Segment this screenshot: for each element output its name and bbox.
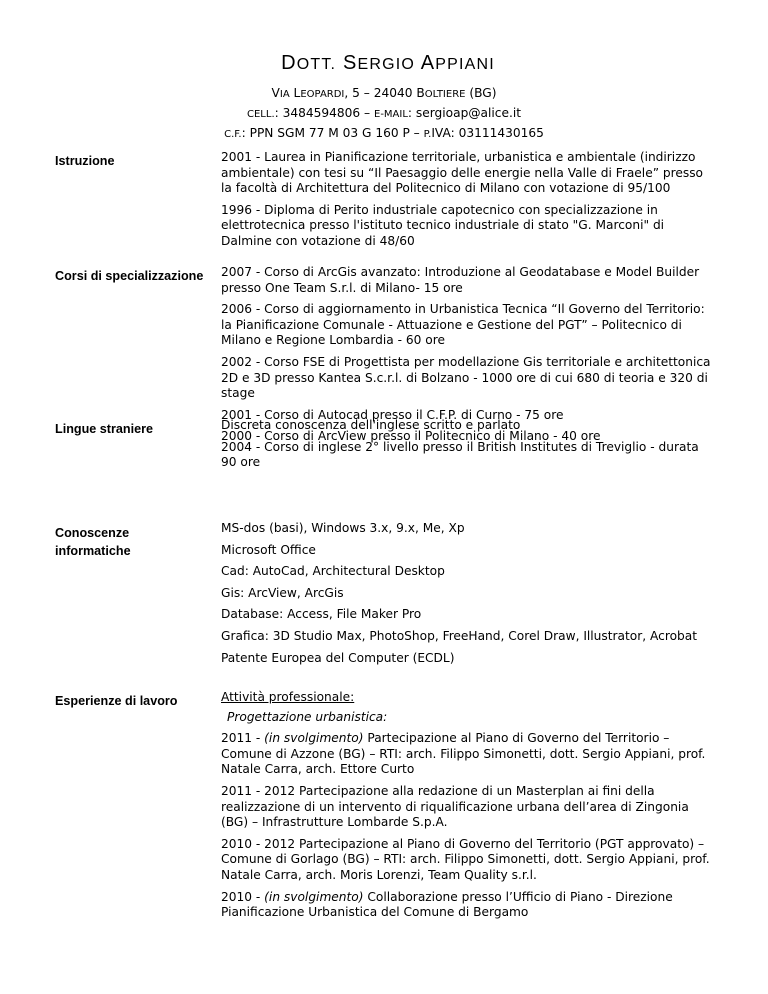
list-item: 2000 - Corso di ArcView presso il Politecnico di Milano - 40 ore — [221, 429, 601, 444]
section-body — [221, 150, 711, 256]
list-item: Cad: AutoCad, Architectural Desktop — [221, 564, 445, 579]
contact-block — [0, 84, 768, 144]
phone-email-line: CELL.: 3484594806 – E-MAIL: sergioap@alice.it — [247, 106, 521, 120]
list-item: Patente Europea del Computer (ECDL) — [221, 650, 455, 665]
list-item: 2010 - (in svolgimento) Collaborazione presso l’Ufficio di Piano - Direzione Pianificazione Urbanistica del Comune di Bergamo — [221, 889, 673, 920]
list-item: 2002 - Corso FSE di Progettista per modellazione Gis territoriale e architettonica 2D e 3D presso Kantea S.c.r.l. di Bolzano - 1000 ore di cui 680 di teoria e 320 di stage — [221, 354, 711, 401]
section-label: Lingue straniere — [55, 422, 153, 436]
list-item: 2006 - Corso di aggiornamento in Urbanistica Tecnica “Il Governo del Territorio: la Pianificazione Comunale - Attuazione e Gestione del PGT” – Politecnico di Milano e Regione Lombardia - 60 ore — [221, 302, 705, 348]
list-item: Gis: ArcView, ArcGis — [221, 585, 344, 600]
section-body — [221, 690, 711, 927]
list-item: 1996 - Diploma di Perito industriale capotecnico con specializzazione in elettrotecnica presso l'istituto tecnico industriale di stato "G. Marconi" di Dalmine con votazione di 48/60 — [221, 202, 665, 248]
section-body — [221, 418, 711, 477]
cv-header — [0, 52, 768, 144]
list-item: MS-dos (basi), Windows 3.x, 9.x, Me, Xp — [221, 521, 465, 535]
list-item: 2011 - 2012 Partecipazione alla redazione di un Masterplan ai fini della realizzazione di un intervento di riqualificazione urbana dell’area di Zingonia (BG) – Infrastrutture Lombarde S.p.A. — [221, 783, 689, 830]
list-item: 2004 - Corso di inglese 2° livello presso il British Institutes di Treviglio - durata 90 ore — [221, 439, 699, 470]
list-item: 2010 - 2012 Partecipazione al Piano di Governo del Territorio (PGT approvato) – Comune di Gorlago (BG) – RTI: arch. Filippo Simonetti, dott. Sergio Appiani, prof. Natale Carra, arch. Moris Lorenzi, Team Quality s.r.l. — [221, 836, 710, 882]
list-item: 2007 - Corso di ArcGis avanzato: Introduzione al Geodatabase e Model Builder presso One Team S.r.l. di Milano- 15 ore — [221, 265, 700, 295]
list-item: Microsoft Office — [221, 542, 316, 557]
list-item: Discreta conoscenza dell'inglese scritto e parlato — [221, 418, 521, 432]
section-label: Conoscenze informatiche — [55, 526, 131, 558]
section-label: Corsi di specializzazione — [55, 269, 204, 283]
section-label: Esperienze di lavoro — [55, 694, 178, 708]
list-item: Grafica: 3D Studio Max, PhotoShop, FreeHand, Corel Draw, Illustrator, Acrobat — [221, 628, 698, 643]
tax-code-line: C.F.: PPN SGM 77 M 03 G 160 P – P.IVA: 03111430165 — [224, 126, 544, 140]
email-link[interactable]: : sergioap@alice.it — [407, 106, 521, 120]
address-line: VIA LEOPARDI, 5 – 24040 BOLTIERE (BG) — [271, 86, 497, 100]
list-item: Database: Access, File Maker Pro — [221, 607, 422, 622]
list-item: 2011 - (in svolgimento) Partecipazione al Piano di Governo del Territorio – Comune di Azzone (BG) – RTI: arch. Filippo Simonetti, dott. Sergio Appiani, prof. Natale Carra, arch. Ettore Curto — [221, 731, 706, 777]
list-item: 2001 - Laurea in Pianificazione territoriale, urbanistica e ambientale (indirizzo ambientale) con tesi su “Il Paesaggio delle energie nella Valle di Fraele” presso la facoltà di Architettura del Politecnico di Milano con votazione di 95/100 — [221, 150, 704, 196]
person-name: DOTT. SERGIO APPIANI — [281, 52, 495, 74]
subsection-subheading: Progettazione urbanistica: — [227, 709, 388, 724]
section-label: Istruzione — [55, 154, 115, 168]
section-body — [221, 521, 711, 672]
subsection-heading: Attività professionale: — [221, 690, 355, 704]
list-item: 2001 - Corso di Autocad presso il C.F.P. di Curno - 75 ore — [221, 407, 564, 422]
